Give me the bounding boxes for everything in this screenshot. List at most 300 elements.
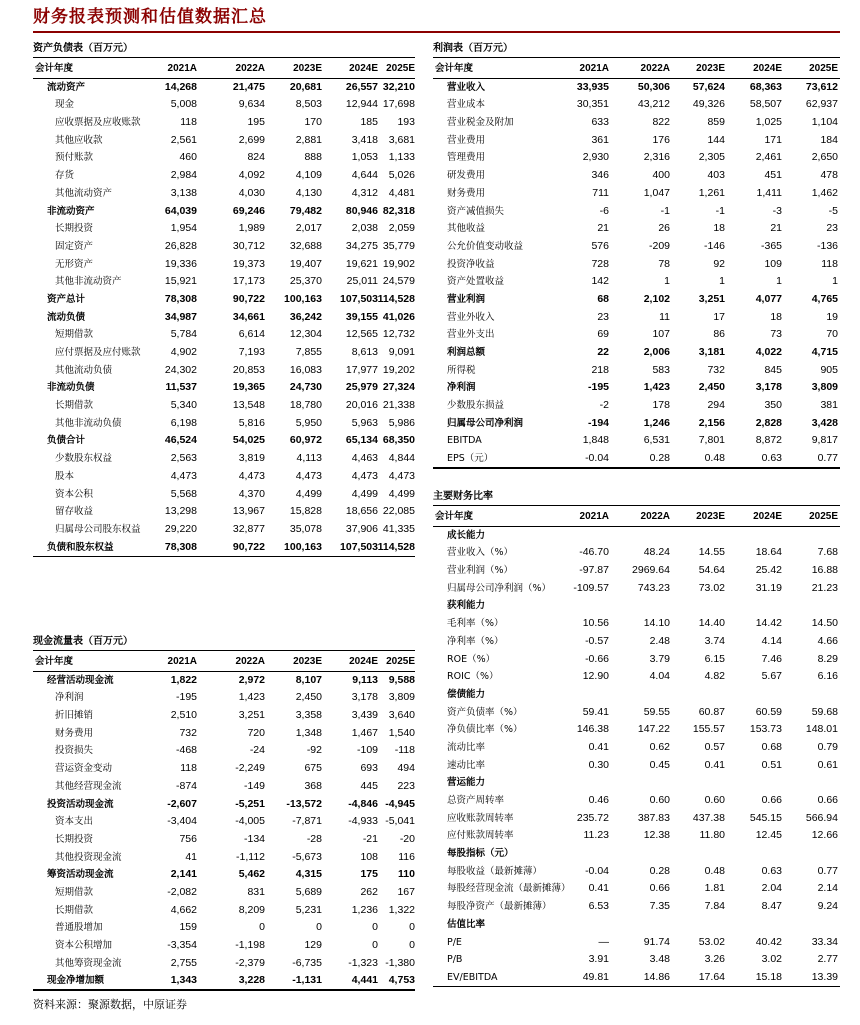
cell-value: 57,624 [692,80,725,93]
table-title: 资产负债表（百万元） [33,43,133,54]
cell-value: 4.66 [817,634,838,647]
cell-value: 1.81 [704,882,725,895]
table-row [33,521,415,539]
row-label: EBITDA [447,435,482,447]
table-row [33,796,415,814]
cell-value: 14.42 [755,617,782,630]
cell-value: -209 [648,239,670,252]
row-label: 短期借款 [55,329,94,341]
cell-value: 350 [764,399,782,412]
cell-value: 110 [398,868,415,881]
cell-value: 2025E [386,63,415,74]
table-row [33,937,415,955]
table-row [33,238,415,256]
cell-value: 35,779 [382,239,415,252]
cell-value: 3,178 [351,691,378,704]
cell-value: 2021A [579,511,609,522]
cell-value: 2,881 [295,133,322,146]
table-title: 现金流量表（百万元） [33,636,133,647]
table-row [33,831,415,849]
cell-value: 4,473 [295,469,322,482]
title-rule [33,650,415,651]
cell-value: 1 [664,275,670,288]
cell-value: 4,499 [351,487,378,500]
cell-value: 18.64 [755,546,782,559]
table-row [433,256,840,274]
cell-value: 2,755 [170,956,197,969]
cell-value: -1,323 [348,956,378,969]
cell-value: 18 [713,222,725,235]
cell-value: 1,462 [811,186,838,199]
title-rule [433,57,840,58]
cell-value: 368 [304,779,322,792]
cell-value: -20 [399,832,415,845]
cell-value: -5,673 [292,850,322,863]
row-label: 净负债比率（%） [447,724,523,736]
cell-value: 12,732 [382,328,415,341]
cell-value: 13.39 [811,970,838,983]
cell-value: 905 [820,363,838,376]
cell-value: 21 [597,222,609,235]
cell-value: 19,621 [345,257,378,270]
row-label: 其他流动负债 [55,364,113,376]
cell-value: 346 [591,169,609,182]
cell-value: 2,305 [698,151,725,164]
cell-value: 5,986 [388,416,415,429]
cell-value: 36,242 [289,310,322,323]
cell-value: 3,640 [388,709,415,722]
cell-value: 4,662 [170,903,197,916]
cell-value: 0.77 [817,452,838,465]
table-row [433,951,840,969]
cell-value: 7.68 [817,546,838,559]
cell-value: 20,016 [345,399,378,412]
row-label: 营业成本 [447,99,486,111]
table-row [433,149,840,167]
cell-value: 19,407 [289,257,322,270]
cell-value: 43,212 [637,98,670,111]
cell-value: 91.74 [643,935,670,948]
table-row [33,778,415,796]
cell-value: -2,249 [235,762,265,775]
cell-value: 195 [247,116,265,129]
cell-value: 68,350 [382,434,415,447]
cell-value: 1,047 [643,186,670,199]
table-row [33,972,415,990]
row-label: 流动资产 [47,81,86,93]
cell-value: 4,077 [755,292,782,305]
cell-value: 4.04 [649,670,670,683]
cell-value: -0.04 [585,452,609,465]
cell-value: 0.41 [588,740,609,753]
cell-value: 73 [770,328,782,341]
table-row [33,362,415,380]
row-label: 预付账款 [55,152,94,164]
cell-value: -468 [175,744,197,757]
cell-value: -365 [760,239,782,252]
cell-value: 0.30 [588,758,609,771]
cell-value: 3,358 [295,709,322,722]
row-label: 会计年度 [35,656,74,667]
cell-value: 4,109 [295,169,322,182]
row-label: 投资损失 [55,745,94,757]
cell-value: 4,092 [238,169,265,182]
table-row [433,326,840,344]
row-label: 资产负债率（%） [447,706,523,718]
cell-value: -1 [715,204,725,217]
table-row [433,827,840,845]
cell-value: 7,855 [295,346,322,358]
row-label: 留存收益 [55,506,94,518]
cell-value: 3,439 [351,709,378,722]
row-label: 其他非流动资产 [55,276,122,288]
cell-value: 34,987 [164,310,197,323]
table-row [433,220,840,238]
cell-value: 144 [707,133,725,146]
cell-value: 73,612 [805,80,838,93]
cell-value: 2022A [235,656,265,667]
row-label: 资本公积 [55,488,94,500]
cell-value: 2023E [293,63,322,74]
cell-value: 0 [372,939,378,951]
cell-value: 31.19 [755,581,782,594]
cell-value: 583 [652,363,670,376]
cell-value: 60,972 [289,434,322,447]
table-row [433,845,840,863]
row-label: 每股收益（最新摊薄） [447,865,543,877]
cell-value: 1,467 [351,726,378,739]
cell-value: 2,141 [170,868,197,881]
cell-value: 59.41 [582,705,609,718]
cell-value: 40.42 [755,935,782,948]
cell-value: 100,163 [284,540,322,553]
row-label: 总资产周转率 [447,795,505,806]
cell-value: 23 [597,310,609,323]
row-label: 非流动负债 [47,382,95,394]
cell-value: -109.57 [573,581,609,594]
row-label: 现金净增加额 [47,975,105,987]
cell-value: -5,251 [235,797,265,810]
table-row [433,238,840,256]
cell-value: 49.81 [582,970,609,983]
cell-value: 24,302 [164,363,197,376]
cell-value: -97.87 [579,564,609,577]
cell-value: 1,053 [351,151,378,164]
cell-value: 361 [591,133,609,146]
cell-value: 0.68 [761,740,782,753]
cell-value: 21,338 [382,399,415,412]
cell-value: 19,902 [382,257,415,270]
cell-value: 32,210 [382,80,415,93]
table-row [433,132,840,150]
cell-value: -1,131 [292,974,322,987]
row-label: 营业外支出 [447,329,495,341]
cell-value: 494 [397,762,415,775]
cell-value: 4,463 [351,452,378,465]
cell-value: 3,809 [388,691,415,704]
cell-value: 171 [764,133,782,146]
cell-value: 2025E [809,63,838,74]
cell-value: 4,481 [388,186,415,199]
cell-value: 2023E [293,656,322,667]
cell-value: 4,844 [388,452,415,465]
cell-value: 92 [713,257,725,270]
table-row [33,397,415,415]
row-label: 归属母公司净利润（%） [447,582,552,594]
table-bottom-rule [33,556,415,558]
cell-value: 2021A [579,63,609,74]
table-row [33,689,415,707]
cell-value: 4,499 [388,487,415,500]
cell-value: 33,935 [576,80,609,93]
cell-value: 2021A [167,63,197,74]
cell-value: 2,017 [295,222,322,235]
cell-value: 0.79 [817,740,838,753]
row-label: 现金 [55,99,75,111]
row-label: 无形资产 [55,258,94,270]
cell-value: 60.59 [755,705,782,718]
cell-value: 4,022 [755,346,782,358]
cell-value: 3,418 [351,133,378,146]
cell-value: 0 [259,921,265,934]
cell-value: -874 [175,779,197,792]
cell-value: 9.24 [817,900,838,913]
table-row [33,149,415,167]
cell-value: 9,588 [388,673,415,686]
cell-value: -24 [249,744,265,757]
cell-value: 6,614 [238,328,265,341]
cell-value: 78,308 [164,292,197,305]
table-row [433,880,840,898]
table-row [33,309,415,327]
cell-value: 4,473 [351,469,378,482]
cell-value: 11,537 [165,381,197,394]
cell-value: 5,462 [238,868,265,881]
row-label: 股本 [55,470,75,482]
table-row [433,898,840,916]
cell-value: 16,083 [289,363,322,376]
cell-value: 460 [179,151,197,164]
row-label: 流动比率 [447,741,486,753]
cell-value: 178 [652,399,670,412]
table-title: 主要财务比率 [433,491,493,502]
cell-value: 25,979 [345,381,378,394]
table-row [433,934,840,952]
cell-value: 59.55 [643,705,670,718]
cell-value: 1,343 [170,974,197,987]
cell-value: -7,871 [292,815,322,828]
table-row [433,916,840,934]
table-row [433,344,840,362]
table-row [33,450,415,468]
cell-value: 2021A [167,656,197,667]
row-label: 会计年度 [435,63,474,74]
cell-value: 1,822 [170,673,197,686]
table-row [33,203,415,221]
row-label: 毛利率（%） [447,618,504,630]
cell-value: 387.83 [637,811,670,824]
cell-value: 5,950 [295,416,322,429]
cell-value: 5,026 [388,169,415,182]
cell-value: 153.73 [749,723,782,736]
table-row [33,415,415,433]
cell-value: 4,113 [296,452,322,465]
cell-value: -134 [243,832,265,845]
cell-value: 3,181 [698,346,725,358]
row-label: 每股经营现金流（最新摊薄） [447,883,571,895]
cell-value: 26,828 [164,239,197,252]
table-bottom-rule [33,989,415,991]
cell-value: 13,298 [164,505,197,518]
cell-value: 3,138 [170,186,197,199]
title-rule [433,505,840,506]
cell-value: 4,499 [295,487,322,500]
cell-value: 17,173 [232,275,265,288]
cell-value: 4.14 [761,634,782,647]
cell-value: -195 [175,691,197,704]
cell-value: 64,039 [164,204,197,217]
cell-value: 2,316 [643,151,670,164]
row-label: 公允价值变动收益 [447,240,524,252]
cell-value: -1,380 [385,956,415,969]
cell-value: 33.34 [811,935,838,948]
cell-value: 4,441 [351,974,378,987]
row-label: 普通股增加 [55,922,103,934]
cell-value: 1,246 [643,416,670,429]
table-row [433,810,840,828]
cell-value: 100,163 [284,292,322,305]
cell-value: 5,963 [351,416,378,429]
cell-value: 9,634 [238,98,265,111]
cell-value: 11.23 [583,829,609,842]
cell-value: 4,370 [238,487,265,500]
cell-value: 18 [770,310,782,323]
cell-value: 15.18 [755,970,782,983]
table-row [33,273,415,291]
cell-value: 12.90 [582,670,609,683]
cell-value: 146.38 [576,723,609,736]
table-row [33,486,415,504]
cell-value: 58,507 [749,98,782,111]
cell-value: 90,722 [232,292,265,305]
table-row [433,379,840,397]
cell-value: 235.72 [576,811,609,824]
row-label: 营业收入（%） [447,547,514,559]
table-row [433,686,840,704]
cell-value: 5,568 [170,487,197,500]
cell-value: 116 [398,850,415,863]
cell-value: 8,613 [351,346,378,358]
cell-value: 14,268 [164,80,197,93]
cell-value: 6,531 [643,434,670,447]
row-label: 经营活动现金流 [47,674,114,686]
cell-value: -6,735 [292,956,322,969]
cell-value: 2,972 [238,673,265,686]
cell-value: 193 [397,116,415,129]
table-row [33,96,415,114]
cell-value: 22 [597,346,609,358]
row-label: 非流动资产 [47,205,95,217]
cell-value: 2969.64 [632,564,670,577]
cell-value: 0.51 [761,758,782,771]
table-row [433,79,840,97]
cell-value: 147.22 [637,723,670,736]
table-row [33,955,415,973]
cell-value: 30,712 [232,239,265,252]
cell-value: 9,817 [811,434,838,447]
row-label: 投资净收益 [447,258,495,270]
row-label: 折旧摊销 [55,710,94,722]
row-label: P/B [447,954,463,966]
cell-value: 4,030 [238,186,265,199]
table-header-row [433,60,840,79]
cell-value: 1,261 [698,186,725,199]
cell-value: -5,041 [385,815,415,828]
table-row [433,114,840,132]
cell-value: 0.77 [817,864,838,877]
cell-value: 78,308 [164,540,197,553]
row-label: 长期投资 [55,833,94,845]
cell-value: 743.23 [637,581,670,594]
cell-value: 68,363 [749,80,782,93]
cell-value: 223 [397,779,415,792]
table-row [433,450,840,468]
cell-value: 14.40 [698,617,725,630]
row-label: 应付票据及应付账款 [55,347,141,358]
cell-value: 10.56 [582,617,609,630]
title-rule [33,57,415,58]
cell-value: 25.42 [755,564,782,577]
cell-value: 5,784 [170,328,197,341]
row-label: 负债合计 [47,435,86,447]
cell-value: 2.48 [649,634,670,647]
cell-value: — [598,935,609,948]
cell-value: 2,984 [170,169,197,182]
row-label: EPS（元） [447,453,494,465]
cell-value: -6 [599,204,609,217]
row-label: 短期借款 [55,886,94,898]
cell-value: 262 [360,885,378,898]
row-label: 资产总计 [47,293,86,305]
row-label: 资产处置收益 [447,276,505,288]
table-row [33,672,415,690]
cell-value: 2025E [809,511,838,522]
cell-value: 108 [360,850,378,863]
cell-value: 859 [707,116,725,129]
cell-value: 2022A [640,63,670,74]
cell-value: 888 [304,151,322,164]
cell-value: 1,236 [351,903,378,916]
table-row [33,919,415,937]
cell-value: 79,482 [289,204,322,217]
cell-value: 15,828 [289,505,322,518]
cell-value: 2022A [235,63,265,74]
cell-value: 29,220 [164,522,197,535]
cell-value: 0.60 [649,794,670,806]
row-label: 流动负债 [47,311,86,323]
cell-value: 19,373 [232,257,265,270]
table-row [433,167,840,185]
cell-value: 2,006 [643,346,670,358]
cell-value: 3.26 [704,953,725,966]
cell-value: 0.28 [649,864,670,877]
cell-value: 109 [764,257,782,270]
row-label: 筹资活动现金流 [47,869,114,881]
table-header-row [33,653,415,672]
cell-value: 566.94 [805,811,838,824]
cell-value: 12.45 [755,829,782,842]
cell-value: 6.16 [817,670,838,683]
